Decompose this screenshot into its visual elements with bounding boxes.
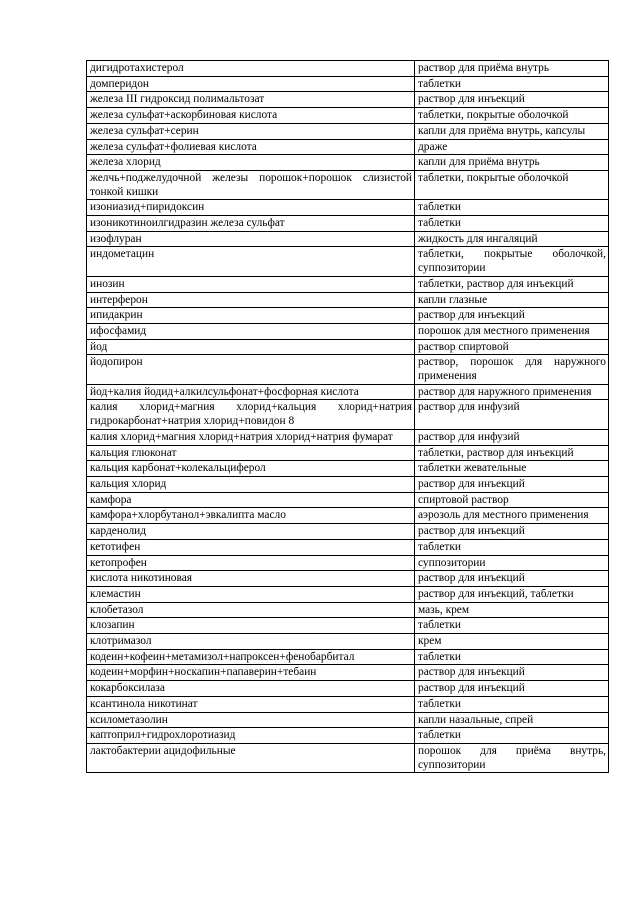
table-row — [87, 200, 609, 216]
table-row — [87, 476, 609, 492]
drug-name-cell: кальция хлорид — [87, 476, 415, 492]
dosage-form-cell: жидкость для ингаляций — [415, 231, 609, 247]
dosage-form-cell: раствор для инъекций — [415, 92, 609, 108]
table-row — [87, 602, 609, 618]
table-row — [87, 155, 609, 171]
dosage-form-cell: порошок для местного применения — [415, 323, 609, 339]
dosage-form-cell: раствор для наружного применения — [415, 384, 609, 400]
dosage-form-cell: раствор для приёма внутрь — [415, 61, 609, 77]
drug-name-cell: желчь+поджелудочной железы порошок+порошок слизистой тонкой кишки — [87, 170, 415, 199]
table-row — [87, 445, 609, 461]
drug-name-cell: камфора+хлорбутанол+эвкалипта масло — [87, 508, 415, 524]
table-row — [87, 216, 609, 232]
drug-name-cell: изониазид+пиридоксин — [87, 200, 415, 216]
table-row — [87, 555, 609, 571]
drug-name-cell: кодеин+морфин+носкапин+папаверин+тебаин — [87, 665, 415, 681]
dosage-form-cell: таблетки — [415, 200, 609, 216]
dosage-form-cell: таблетки, раствор для инъекций — [415, 276, 609, 292]
drug-name-cell: железа хлорид — [87, 155, 415, 171]
drug-name-cell: клозапин — [87, 618, 415, 634]
table-row — [87, 339, 609, 355]
dosage-form-cell: раствор для инъекций — [415, 524, 609, 540]
drug-name-cell: индометацин — [87, 247, 415, 276]
drug-table — [86, 60, 609, 773]
table-row — [87, 743, 609, 772]
dosage-form-cell: таблетки — [415, 728, 609, 744]
table-row — [87, 276, 609, 292]
drug-name-cell: клемастин — [87, 586, 415, 602]
dosage-form-cell: раствор для инфузий — [415, 429, 609, 445]
dosage-form-cell: спиртовой раствор — [415, 492, 609, 508]
dosage-form-cell: таблетки, раствор для инъекций — [415, 445, 609, 461]
drug-name-cell: инозин — [87, 276, 415, 292]
dosage-form-cell: раствор спиртовой — [415, 339, 609, 355]
drug-name-cell: лактобактерии ацидофильные — [87, 743, 415, 772]
drug-name-cell: йод+калия йодид+алкилсульфонат+фосфорная кислота — [87, 384, 415, 400]
table-row — [87, 92, 609, 108]
drug-name-cell: кетотифен — [87, 539, 415, 555]
drug-name-cell: дигидротахистерол — [87, 61, 415, 77]
drug-name-cell: йод — [87, 339, 415, 355]
table-row — [87, 681, 609, 697]
table-row — [87, 123, 609, 139]
dosage-form-cell: таблетки, покрытые оболочкой, суппозитории — [415, 247, 609, 276]
drug-name-cell: кальция глюконат — [87, 445, 415, 461]
table-row — [87, 712, 609, 728]
drug-name-cell: кетопрофен — [87, 555, 415, 571]
table-row — [87, 61, 609, 77]
dosage-form-cell: таблетки — [415, 649, 609, 665]
drug-name-cell: железа III гидроксид полимальтозат — [87, 92, 415, 108]
table-row — [87, 618, 609, 634]
drug-name-cell: железа сульфат+фолиевая кислота — [87, 139, 415, 155]
dosage-form-cell: капли назальные, спрей — [415, 712, 609, 728]
dosage-form-cell: раствор для инфузий — [415, 400, 609, 429]
table-row — [87, 571, 609, 587]
dosage-form-cell: таблетки, покрытые оболочкой — [415, 108, 609, 124]
drug-name-cell: йодопирон — [87, 355, 415, 384]
dosage-form-cell: суппозитории — [415, 555, 609, 571]
table-row — [87, 384, 609, 400]
table-row — [87, 665, 609, 681]
table-row — [87, 508, 609, 524]
drug-name-cell: изофлуран — [87, 231, 415, 247]
table-row — [87, 492, 609, 508]
dosage-form-cell: таблетки — [415, 618, 609, 634]
dosage-form-cell: таблетки, покрытые оболочкой — [415, 170, 609, 199]
dosage-form-cell: таблетки — [415, 539, 609, 555]
drug-name-cell: кокарбоксилаза — [87, 681, 415, 697]
drug-name-cell: ксилометазолин — [87, 712, 415, 728]
table-row — [87, 539, 609, 555]
table-row — [87, 355, 609, 384]
table-row — [87, 696, 609, 712]
dosage-form-cell: таблетки — [415, 216, 609, 232]
dosage-form-cell: драже — [415, 139, 609, 155]
dosage-form-cell: раствор для инъекций — [415, 308, 609, 324]
drug-name-cell: кальция карбонат+колекальциферол — [87, 461, 415, 477]
dosage-form-cell: раствор для инъекций — [415, 681, 609, 697]
drug-name-cell: кислота никотиновая — [87, 571, 415, 587]
dosage-form-cell: капли для приёма внутрь — [415, 155, 609, 171]
dosage-form-cell: порошок для приёма внутрь, суппозитории — [415, 743, 609, 772]
drug-name-cell: каптоприл+гидрохлоротиазид — [87, 728, 415, 744]
dosage-form-cell: крем — [415, 634, 609, 650]
table-row — [87, 247, 609, 276]
dosage-form-cell: капли для приёма внутрь, капсулы — [415, 123, 609, 139]
drug-name-cell: калия хлорид+магния хлорид+натрия хлорид+натрия фумарат — [87, 429, 415, 445]
dosage-form-cell: раствор для инъекций — [415, 571, 609, 587]
drug-name-cell: клотримазол — [87, 634, 415, 650]
drug-name-cell: ифосфамид — [87, 323, 415, 339]
table-row — [87, 139, 609, 155]
drug-name-cell: ипидакрин — [87, 308, 415, 324]
drug-name-cell: домперидон — [87, 76, 415, 92]
drug-name-cell: железа сульфат+аскорбиновая кислота — [87, 108, 415, 124]
drug-name-cell: интерферон — [87, 292, 415, 308]
dosage-form-cell: мазь, крем — [415, 602, 609, 618]
table-row — [87, 231, 609, 247]
dosage-form-cell: таблетки — [415, 76, 609, 92]
drug-name-cell: кодеин+кофеин+метамизол+напроксен+фенобарбитал — [87, 649, 415, 665]
dosage-form-cell: раствор для инъекций — [415, 476, 609, 492]
drug-table-body — [87, 61, 609, 773]
dosage-form-cell: раствор для инъекций — [415, 665, 609, 681]
dosage-form-cell: таблетки жевательные — [415, 461, 609, 477]
dosage-form-cell: таблетки — [415, 696, 609, 712]
table-row — [87, 170, 609, 199]
drug-name-cell: изоникотиноилгидразин железа сульфат — [87, 216, 415, 232]
dosage-form-cell: раствор, порошок для наружного применения — [415, 355, 609, 384]
drug-name-cell: ксантинола никотинат — [87, 696, 415, 712]
dosage-form-cell: раствор для инъекций, таблетки — [415, 586, 609, 602]
table-row — [87, 728, 609, 744]
drug-name-cell: железа сульфат+серин — [87, 123, 415, 139]
table-row — [87, 649, 609, 665]
dosage-form-cell: аэрозоль для местного применения — [415, 508, 609, 524]
table-row — [87, 323, 609, 339]
table-row — [87, 400, 609, 429]
drug-name-cell: камфора — [87, 492, 415, 508]
table-row — [87, 108, 609, 124]
drug-name-cell: карденолид — [87, 524, 415, 540]
table-row — [87, 586, 609, 602]
table-row — [87, 461, 609, 477]
table-row — [87, 634, 609, 650]
table-row — [87, 524, 609, 540]
drug-name-cell: калия хлорид+магния хлорид+кальция хлорид+натрия гидрокарбонат+натрия хлорид+повидон 8 — [87, 400, 415, 429]
table-row — [87, 308, 609, 324]
table-row — [87, 76, 609, 92]
drug-name-cell: клобетазол — [87, 602, 415, 618]
table-row — [87, 292, 609, 308]
dosage-form-cell: капли глазные — [415, 292, 609, 308]
table-row — [87, 429, 609, 445]
